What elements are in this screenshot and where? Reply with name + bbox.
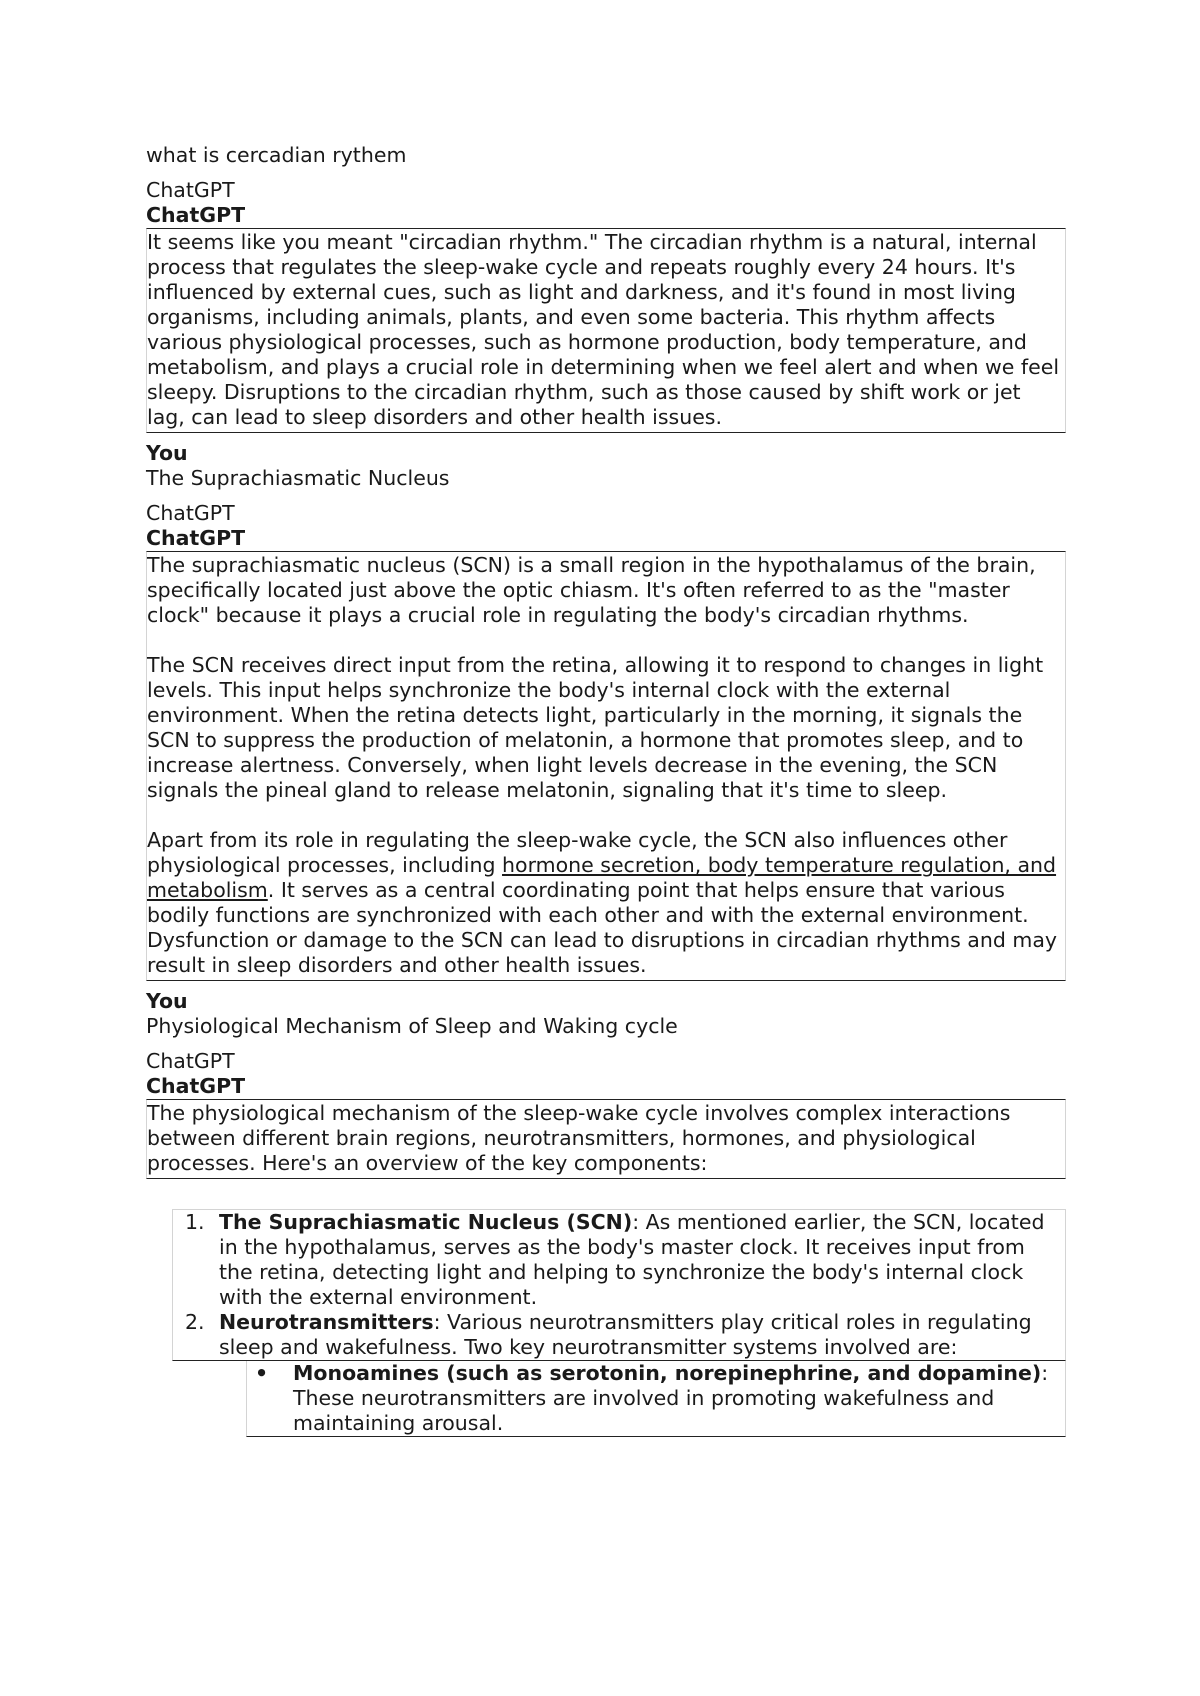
bullet-icon: • bbox=[255, 1361, 269, 1385]
user-prompt-3: Physiological Mechanism of Sleep and Waking cycle bbox=[146, 1014, 678, 1038]
chatgpt-reply-2 bbox=[146, 551, 1066, 981]
chatgpt-reply-1 bbox=[146, 228, 1066, 433]
list-item bbox=[173, 1210, 1063, 1310]
list-item-text bbox=[219, 1310, 1063, 1360]
list-item bbox=[173, 1310, 1063, 1360]
chatgpt-label: ChatGPT bbox=[146, 1049, 235, 1073]
you-heading: You bbox=[146, 989, 188, 1013]
chatgpt-heading: ChatGPT bbox=[146, 1074, 246, 1098]
reply-2-p3-lead: Apart from its role in regulating the sleep-wake cycle, the SCN also influences other physiological processes, including bbox=[147, 828, 1008, 877]
bullet-item bbox=[247, 1361, 1065, 1436]
chatgpt-label: ChatGPT bbox=[146, 501, 235, 525]
list-item-title: Neurotransmitters bbox=[219, 1310, 434, 1334]
chatgpt-heading: ChatGPT bbox=[146, 203, 246, 227]
reply-2-paragraph-1: The suprachiasmatic nucleus (SCN) is a small region in the hypothalamus of the brain, specifically located just above the optic chiasm. It's often referred to as the "master clock" because it plays a crucial role in regulating the body's circadian rhythms. bbox=[147, 553, 1036, 627]
reply-2-paragraph-2: The SCN receives direct input from the retina, allowing it to respond to changes in light levels. This input helps synchronize the body's internal clock with the external environment. When the retina detects light, particularly in the morning, it signals the SCN to suppress the production of melatonin, a hormone that promotes sleep, and to increase alertness. Conversely, when light levels decrease in the evening, the SCN signals the pineal gland to release melatonin, signaling that it's time to sleep. bbox=[147, 653, 1044, 802]
list-number: 2. bbox=[185, 1310, 205, 1334]
bullet-item-text bbox=[293, 1361, 1065, 1436]
you-heading: You bbox=[146, 441, 188, 465]
list-item-body: : As mentioned earlier, the SCN, located in the hypothalamus, serves as the body's master clock. It receives input from the retina, detecting light and helping to synchronize the body's internal clock with the external environment. bbox=[219, 1210, 1045, 1309]
underlined-phrase: hormone secretion, body temperature regulation, and metabolism bbox=[147, 853, 1057, 902]
chatgpt-reply-3 bbox=[146, 1099, 1066, 1179]
reply-3-intro: The physiological mechanism of the sleep-wake cycle involves complex interactions between different brain regions, neurotransmitters, hormones, and physiological processes. Here's an overview of the key components: bbox=[147, 1101, 1011, 1175]
list-item-title: The Suprachiasmatic Nucleus (SCN) bbox=[219, 1210, 633, 1234]
user-prompt-2: The Suprachiasmatic Nucleus bbox=[146, 466, 450, 490]
document-page bbox=[146, 143, 1066, 1437]
numbered-list bbox=[172, 1209, 1066, 1361]
bullet-item-title: Monoamines (such as serotonin, norepinephrine, and dopamine) bbox=[293, 1361, 1042, 1385]
reply-2-p3-tail: . It serves as a central coordinating point that helps ensure that various bodily functions are synchronized with each other and with the external environment. Dysfunction or damage to the SCN can lead to disruptions in circadian rhythms and may result in sleep disorders and other health issues. bbox=[147, 878, 1058, 977]
chatgpt-heading: ChatGPT bbox=[146, 526, 246, 550]
list-number: 1. bbox=[185, 1210, 205, 1234]
bullet-list bbox=[246, 1361, 1066, 1437]
list-item-body: : Various neurotransmitters play critical roles in regulating sleep and wakefulness. Two key neurotransmitter systems involved are: bbox=[219, 1310, 1032, 1359]
chatgpt-label: ChatGPT bbox=[146, 178, 235, 202]
list-item-text bbox=[219, 1210, 1063, 1310]
user-prompt-1: what is cercadian rythem bbox=[146, 143, 407, 167]
reply-1-text: It seems like you meant "circadian rhythm." The circadian rhythm is a natural, internal process that regulates the sleep-wake cycle and repeats roughly every 24 hours. It's influenced by external cues, such as light and darkness, and it's found in most living organisms, including animals, plants, and even some bacteria. This rhythm affects various physiological processes, such as hormone production, body temperature, and metabolism, and plays a crucial role in determining when we feel alert and when we feel sleepy. Disruptions to the circadian rhythm, such as those caused by shift work or jet lag, can lead to sleep disorders and other health issues. bbox=[147, 230, 1060, 429]
bullet-item-body: : These neurotransmitters are involved in promoting wakefulness and maintaining arousal. bbox=[293, 1361, 1049, 1435]
reply-2-paragraph-3 bbox=[147, 828, 1063, 978]
